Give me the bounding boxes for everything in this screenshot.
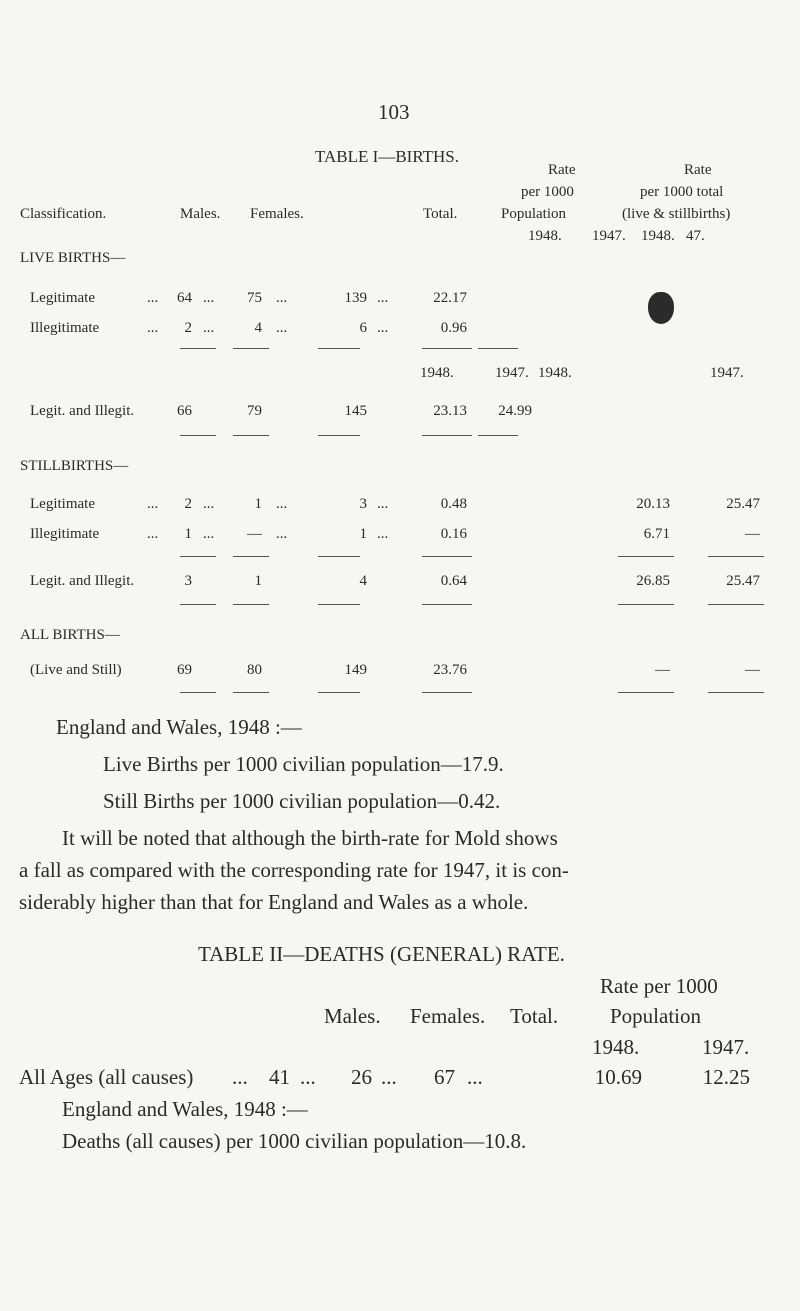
still-illegit-females: — — [247, 526, 262, 542]
table1-title: TABLE I—BIRTHS. — [315, 147, 460, 166]
header-classification: Classification. — [20, 206, 107, 222]
still-total-total-rate-1947: 25.47 — [726, 573, 760, 589]
leader-dots: ... — [377, 290, 389, 306]
live-total-label: Legit. and Illegit. — [30, 403, 135, 419]
header-rate-total-3: (live & stillbirths) — [622, 206, 731, 222]
table2-row-label: All Ages (all causes) — [19, 1065, 194, 1089]
still-legit-total: 3 — [359, 496, 367, 512]
table2-row-females: 26 — [351, 1065, 372, 1089]
still-legit-total-rate-1948: 20.13 — [636, 496, 670, 512]
rule — [180, 556, 216, 557]
rule — [618, 604, 674, 605]
still-illegit-total-rate-1947: — — [745, 526, 760, 542]
header-year-a: 1948. — [528, 228, 562, 244]
still-legit-rate: 0.48 — [440, 496, 467, 512]
header-year-d: 47. — [686, 228, 705, 244]
ink-blot — [648, 292, 674, 324]
leader-dots: ... — [381, 1065, 397, 1089]
year-d: 1947. — [710, 365, 744, 381]
still-legit-females: 1 — [254, 496, 262, 512]
header-rate-pop-1: Rate — [548, 162, 576, 178]
live-legit-label: Legitimate — [30, 290, 95, 306]
table2-row-total: 67 — [434, 1065, 455, 1089]
still-total-label: Legit. and Illegit. — [30, 573, 135, 589]
rule — [318, 604, 360, 605]
live-legit-total: 139 — [344, 290, 367, 306]
table2-rate-line-2: Population — [610, 1004, 702, 1028]
still-illegit-total-rate-1948: 6.71 — [643, 526, 670, 542]
still-total-rate: 0.64 — [440, 573, 467, 589]
all-births-heading: ALL BIRTHS— — [20, 627, 120, 643]
ew-heading: England and Wales, 1948 :— — [56, 715, 302, 739]
table2-ew-deaths: Deaths (all causes) per 1000 civilian population—10.8. — [62, 1129, 527, 1153]
rule — [233, 348, 269, 349]
header-rate-pop-2: per 1000 — [521, 184, 574, 200]
live-legit-males: 64 — [177, 290, 192, 306]
leader-dots: ... — [276, 526, 288, 542]
rule — [708, 556, 764, 557]
rule — [422, 692, 472, 693]
rule — [318, 692, 360, 693]
leader-dots: ... — [377, 526, 389, 542]
table2-females: Females. — [410, 1004, 486, 1028]
live-illegit-males: 2 — [184, 320, 192, 336]
year-a: 1948. — [420, 365, 454, 381]
leader-dots: ... — [377, 496, 389, 512]
header-rate-total-2: per 1000 total — [640, 184, 724, 200]
rule — [478, 348, 518, 349]
still-illegit-total: 1 — [359, 526, 367, 542]
live-illegit-females: 4 — [254, 320, 262, 336]
all-births-females: 80 — [247, 662, 262, 678]
page-number: 103 — [378, 100, 410, 124]
rule — [708, 604, 764, 605]
rule — [422, 435, 472, 436]
leader-dots: ... — [147, 526, 159, 542]
live-illegit-total: 6 — [359, 320, 367, 336]
still-total-males: 3 — [184, 573, 192, 589]
leader-dots: ... — [203, 320, 215, 336]
rule — [180, 692, 216, 693]
header-year-b: 1947. — [592, 228, 626, 244]
table2-ew-heading: England and Wales, 1948 :— — [62, 1097, 308, 1121]
still-illegit-males: 1 — [184, 526, 192, 542]
leader-dots: ... — [232, 1065, 248, 1089]
paragraph-line-1: It will be noted that although the birth-rate for Mold shows — [62, 826, 558, 850]
table2-title: TABLE II—DEATHS (GENERAL) RATE. — [198, 942, 565, 966]
all-births-males: 69 — [177, 662, 192, 678]
leader-dots: ... — [203, 526, 215, 542]
rule — [233, 692, 269, 693]
all-births-label: (Live and Still) — [30, 662, 122, 678]
live-total-total: 145 — [344, 403, 367, 419]
still-legit-total-rate-1947: 25.47 — [726, 496, 760, 512]
rule — [180, 348, 216, 349]
live-legit-rate: 22.17 — [433, 290, 467, 306]
year-b: 1947. — [495, 365, 529, 381]
leader-dots: ... — [147, 496, 159, 512]
live-illegit-rate: 0.96 — [440, 320, 467, 336]
live-illegit-label: Illegitimate — [30, 320, 100, 336]
still-illegit-rate: 0.16 — [440, 526, 467, 542]
table2-year-1947: 1947. — [702, 1035, 750, 1059]
stillbirths-heading: STILLBIRTHS— — [20, 458, 129, 474]
rule — [618, 556, 674, 557]
ew-still-births: Still Births per 1000 civilian population—0.42. — [103, 789, 501, 813]
rule — [180, 435, 216, 436]
table2-total: Total. — [510, 1004, 559, 1028]
header-total: Total. — [423, 206, 458, 222]
rule — [233, 435, 269, 436]
table2-row-rate-1947: 12.25 — [702, 1065, 750, 1089]
rule — [233, 604, 269, 605]
leader-dots: ... — [203, 290, 215, 306]
leader-dots: ... — [300, 1065, 316, 1089]
header-females: Females. — [250, 206, 304, 222]
table2-row-rate-1948: 10.69 — [594, 1065, 642, 1089]
rule — [318, 556, 360, 557]
rule — [618, 692, 674, 693]
live-births-heading: LIVE BIRTHS— — [20, 250, 126, 266]
paragraph-line-3: siderably higher than that for England and Wales as a whole. — [19, 890, 529, 914]
still-illegit-label: Illegitimate — [30, 526, 100, 542]
rule — [422, 556, 472, 557]
rule — [318, 435, 360, 436]
rule — [708, 692, 764, 693]
table2-year-1948: 1948. — [592, 1035, 640, 1059]
leader-dots: ... — [276, 496, 288, 512]
still-total-total-rate-1948: 26.85 — [636, 573, 670, 589]
leader-dots: ... — [276, 320, 288, 336]
leader-dots: ... — [147, 320, 159, 336]
still-legit-label: Legitimate — [30, 496, 95, 512]
all-births-total: 149 — [344, 662, 367, 678]
all-births-total-rate-1948: — — [655, 662, 670, 678]
table2-row-males: 41 — [269, 1065, 290, 1089]
live-legit-females: 75 — [247, 290, 262, 306]
rule — [180, 604, 216, 605]
leader-dots: ... — [147, 290, 159, 306]
still-total-total: 4 — [359, 573, 367, 589]
rule — [422, 604, 472, 605]
all-births-rate: 23.76 — [433, 662, 467, 678]
header-year-c: 1948. — [641, 228, 675, 244]
header-rate-pop-3: Population — [501, 206, 567, 222]
header-males: Males. — [180, 206, 221, 222]
live-total-females: 79 — [247, 403, 262, 419]
leader-dots: ... — [467, 1065, 483, 1089]
rule — [233, 556, 269, 557]
leader-dots: ... — [276, 290, 288, 306]
rule — [318, 348, 360, 349]
ew-live-births: Live Births per 1000 civilian population—17.9. — [103, 752, 504, 776]
live-total-rate-1948: 23.13 — [433, 403, 467, 419]
year-c: 1948. — [538, 365, 572, 381]
all-births-total-rate-1947: — — [745, 662, 760, 678]
still-total-females: 1 — [254, 573, 262, 589]
paragraph-line-2: a fall as compared with the corresponding rate for 1947, it is con- — [19, 858, 569, 882]
still-legit-males: 2 — [184, 496, 192, 512]
rule — [478, 435, 518, 436]
table2-rate-line-1: Rate per 1000 — [600, 974, 718, 998]
leader-dots: ... — [377, 320, 389, 336]
header-rate-total-1: Rate — [684, 162, 712, 178]
live-total-rate-1947: 24.99 — [498, 403, 532, 419]
leader-dots: ... — [203, 496, 215, 512]
table2-males: Males. — [324, 1004, 381, 1028]
rule — [422, 348, 472, 349]
live-total-males: 66 — [177, 403, 192, 419]
